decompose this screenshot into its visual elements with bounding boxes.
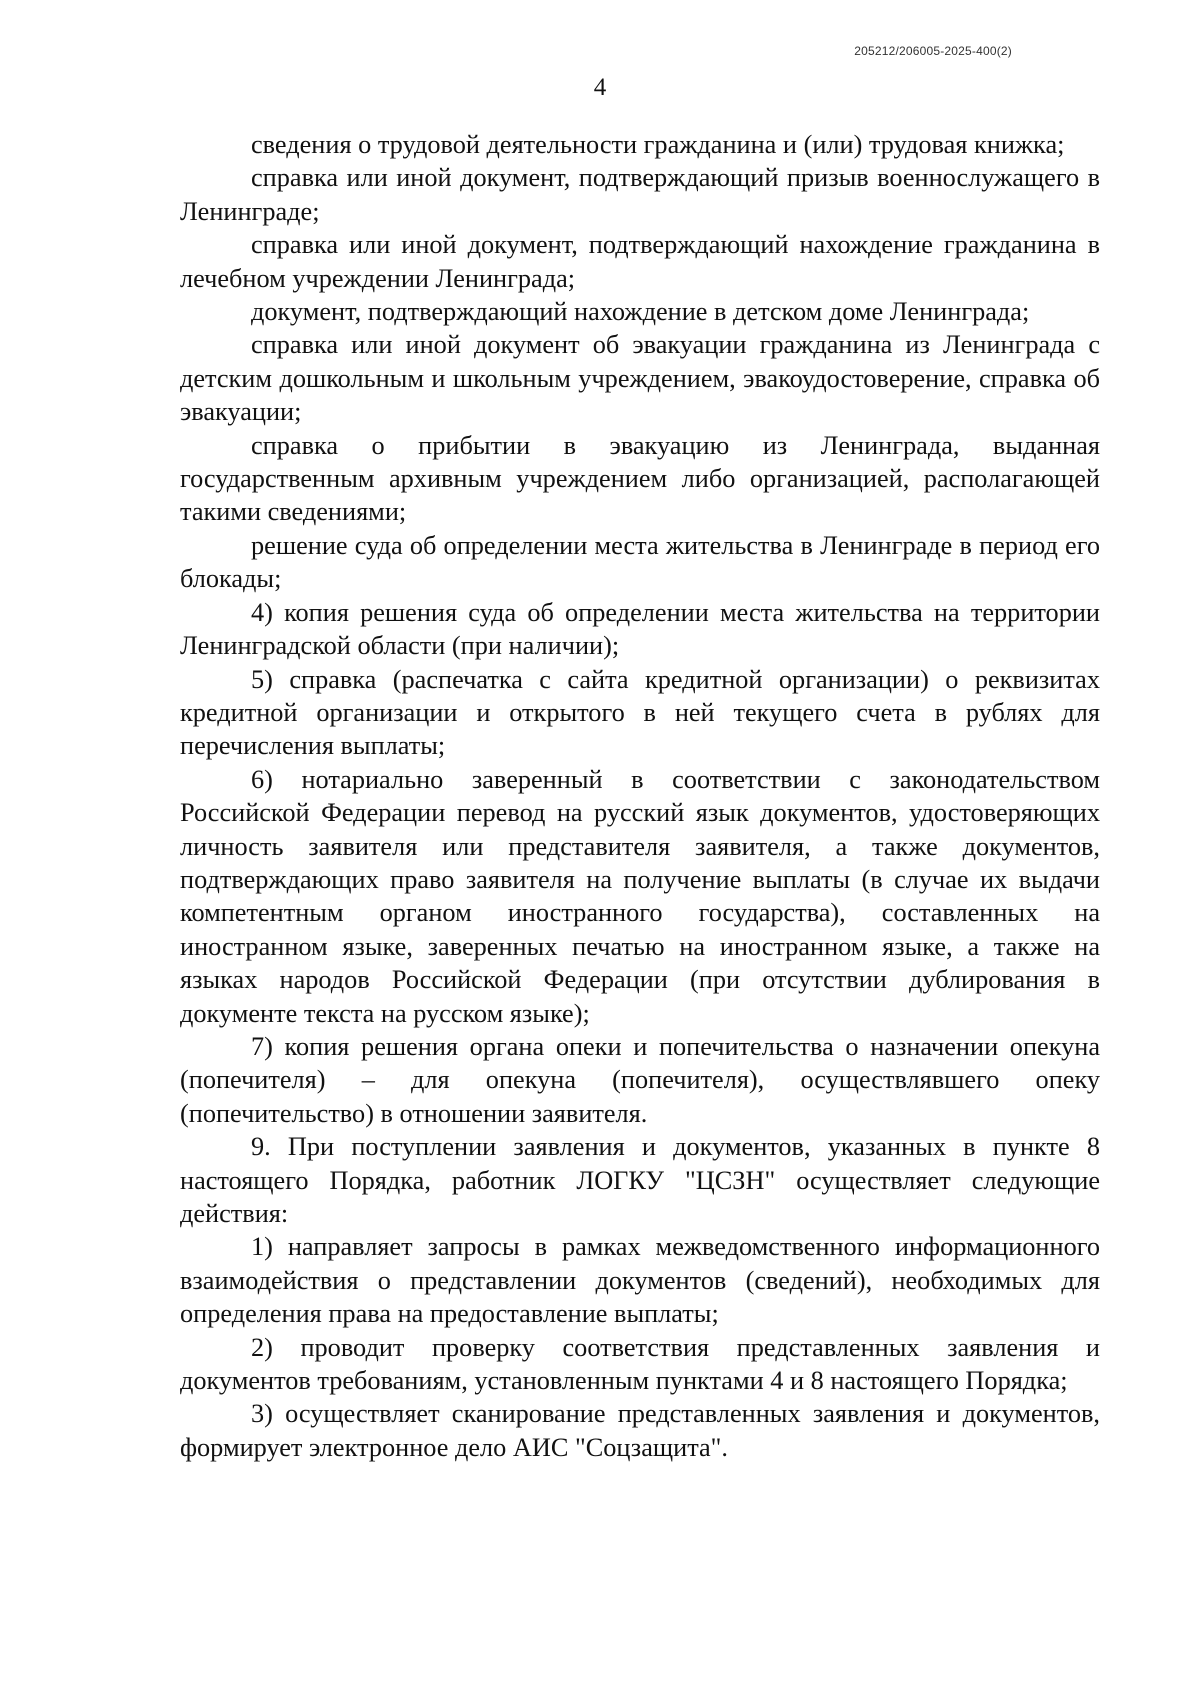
paragraph-orphanage-document: документ, подтверждающий нахождение в детском доме Ленинграда; [251, 297, 1030, 327]
paragraph-hospital-certificate: справка или иной документ, подтверждающий нахождение гражданина в лечебном учреждении Ленинграда; [180, 230, 1100, 293]
paragraph-evacuation-certificate: справка или иной документ об эвакуации гражданина из Ленинграда с детским дошкольным и школьным учреждением, эвакоудостоверение, справка об эвакуации; [180, 330, 1100, 427]
paragraph-section-9-item-1: 1) направляет запросы в рамках межведомственного информационного взаимодействия о представлении документов (сведений), необходимых для определения права на предоставление выплаты; [180, 1232, 1100, 1329]
page-number: 4 [593, 74, 607, 101]
paragraph-court-decision-leningrad: решение суда об определении места жительства в Ленинграде в период его блокады; [180, 530, 1100, 594]
paragraph-section-9-item-2: 2) проводит проверку соответствия представленных заявления и документов требованиям, установленным пунктами 4 и 8 настоящего Порядка; [180, 1332, 1100, 1396]
paragraph-section-9: 9. При поступлении заявления и документов, указанных в пункте 8 настоящего Порядка, работник ЛОГКУ "ЦСЗН" осуществляет следующие действия: [180, 1132, 1100, 1228]
paragraph-item-6: 6) нотариально заверенный в соответствии с законодательством Российской Федерации перевод на русский язык документов, удостоверяющих личность заявителя или представителя заявителя, а также документов, подтверждающих право заявителя на получение выплаты (в случае их выдачи компетентным органом иностранного государства), составленных на иностранном языке, заверенных печатью на иностранном языке, а также на языках народов Российской Федерации (при отсутствии дублирования в документе текста на русском языке); [180, 764, 1100, 1028]
paragraph-item-7: 7) копия решения органа опеки и попечительства о назначении опекуна (попечителя) – для опекуна (попечителя), осуществлявшего опеку (попечительство) в отношении заявителя. [180, 1031, 1100, 1128]
paragraph-section-9-item-3: 3) осуществляет сканирование представленных заявления и документов, формирует электронное дело АИС "Соцзащита". [180, 1399, 1100, 1462]
document-body [180, 128, 1100, 1464]
paragraph-arrival-certificate: справка о прибытии в эвакуацию из Ленинграда, выданная государственным архивным учреждением либо организацией, располагающей такими сведениями; [180, 430, 1100, 527]
paragraph-employment-record: сведения о трудовой деятельности гражданина и (или) трудовая книжка; [251, 130, 1065, 159]
paragraph-conscription-certificate: справка или иной документ, подтверждающий призыв военнослужащего в Ленинграде; [180, 163, 1100, 226]
paragraph-item-5: 5) справка (распечатка с сайта кредитной организации) о реквизитах кредитной организации и открытого в ней текущего счета в рублях для перечисления выплаты; [180, 664, 1100, 761]
document-registration-number: 205212/206005-2025-400(2) [854, 44, 1012, 58]
paragraph-item-4: 4) копия решения суда об определении места жительства на территории Ленинградской области (при наличии); [180, 597, 1100, 661]
